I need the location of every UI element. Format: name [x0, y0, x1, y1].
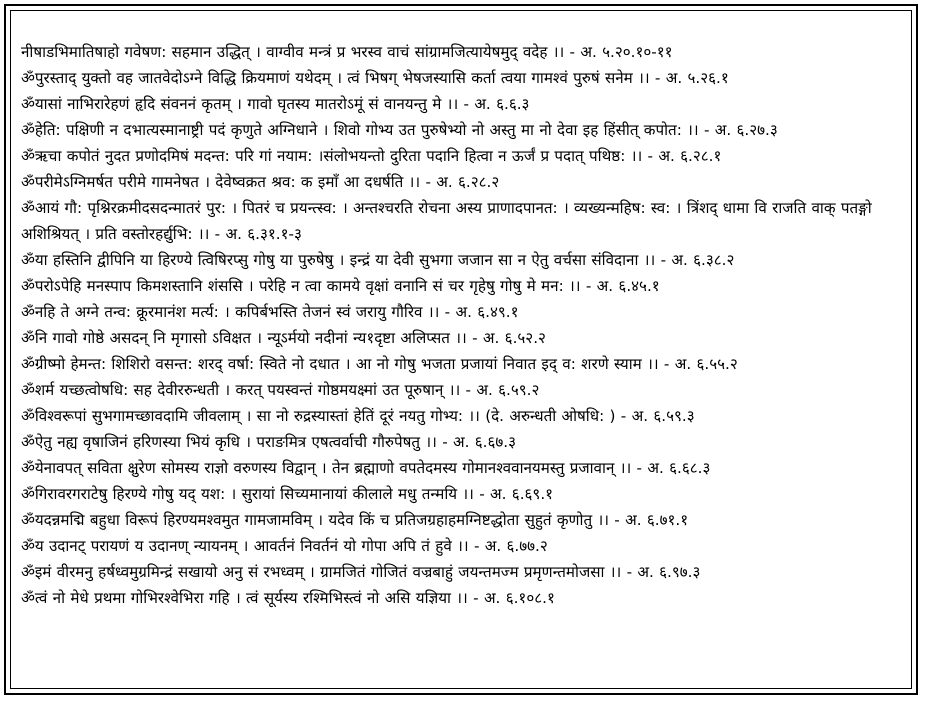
verse-line: ॐत्वं नो मेधे प्रथमा गोभिरश्वेभिरा गहि । त्वं सूर्यस्य रश्मिभिस्त्वं नो असि यज्ञिया ।। - अ. ६.१०८.१	[21, 589, 555, 607]
verse-line: ॐआयं गौ: पृश्निरक्रमीदसदन्मातरं पुर: । पितरं च प्रयन्त्स्व: । अन्तश्चरति रोचना अस्य प्राणादपानत: । व्यख्यन्महिष: स्व: । त्रिंशद् धामा वि राजति वाक् पतङ्गो अशिश्रियत् । प्रति वस्तोरहर्द्युभि: ।। - अ. ६.३१.१-३	[21, 199, 872, 243]
verse-line: ॐपरोऽपेहि मनस्पाप किमशस्तानि शंससि । परेहि न त्वा कामये वृक्षां वनानि सं चर गृहेषु गोषु मे मन: ।। - अ. ६.४५.१	[21, 277, 660, 295]
verse-line: ॐयदन्नमद्मि बहुधा विरूपं हिरण्यमश्वमुत गामजामविम् । यदेव किं च प्रतिजग्रहाहमग्निष्टद्धोता सुहुतं कृणोतु ।। - अ. ६.७१.१	[21, 511, 689, 529]
verse-line: ॐयेनावपत् सविता क्षुरेण सोमस्य राज्ञो वरुणस्य विद्वान् । तेन ब्रह्माणो वपतेदमस्य गोमानश्ववानयमस्तु प्रजावान् ।। - अ. ६.६८.३	[21, 459, 711, 477]
verse-line: ॐशर्म यच्छत्वोषधि: सह देवीररुन्धती । करत् पयस्वन्तं गोष्ठमयक्ष्मां उत पूरुषान् ।। - अ. ६.५९.२	[21, 381, 540, 399]
verse-line: ॐनहि ते अग्ने तन्व: क्रूरमानंश मर्त्य: । कपिर्बभस्ति तेजनं स्वं जरायु गौरिव ।। - अ. ६.४९.१	[21, 303, 519, 321]
verse-line: नीषाडभिमातिषाहो गवेषण: सहमान उद्धित् । वाग्वीव मन्त्रं प्र भरस्व वाचं सांग्रामजित्यायेषमुद् वदेह ।। - अ. ५.२०.१०-११	[21, 43, 673, 61]
page-inner-border	[10, 10, 912, 689]
verse-line: ॐय उदानट् परायणं य उदानण् न्यायनम् । आवर्तनं निवर्तनं यो गोपा अपि तं हुवे ।। - अ. ६.७७.२	[21, 537, 548, 555]
verse-list	[21, 39, 901, 611]
verse-line: ॐपरीमेऽग्निमर्षत परीमे गामनेषत । देवेष्वक्रत श्रव: क इमाँ आ दधर्षति ।। - अ. ६.२८.२	[21, 173, 500, 191]
verse-line: ॐऋचा कपोतं नुदत प्रणोदमिषं मदन्त: परि गां नयाम: ।संलोभयन्तो दुरिता पदानि हित्वा न ऊर्जं प्र पदात् पथिष्ठ: ।। - अ. ६.२८.१	[21, 147, 722, 165]
verse-line: ॐनि गावो गोष्ठे असदन् नि मृगासो ऽविक्षत । न्यूऽर्मयो नदीनां न्य१दृष्टा अलिप्सत ।। - अ. ६.५२.२	[21, 329, 546, 347]
verse-line: ॐपुरस्ताद् युक्तो वह जातवेदोऽग्ने विद्धि क्रियमाणं यथेदम् । त्वं भिषग् भेषजस्यासि कर्ता त्वया गामश्वं पुरुषं सनेम ।। - अ. ५.२६.१	[21, 69, 729, 87]
verse-line: ॐयासां नाभिरारेहणं हृदि संवननं कृतम् । गावो घृतस्य मातरोऽमूं सं वानयन्तु मे ।। - अ. ६.६.३	[21, 95, 530, 113]
verse-line: ॐइमं वीरमनु हर्षध्वमुग्रमिन्द्रं सखायो अनु सं रभध्वम् । ग्रामजितं गोजितं वज्रबाहुं जयन्तमज्म प्रमृणन्तमोजसा ।। - अ. ६.९७.३	[21, 563, 701, 581]
verse-line: ॐविश्वरूपां सुभगामच्छावदामि जीवलाम् । सा नो रुद्रस्यास्तां हेतिं दूरं नयतु गोभ्य: ।। (दे. अरुन्धती ओषधि: ) - अ. ६.५९.३	[21, 407, 695, 425]
verse-line: ॐग्रीष्मो हेमन्त: शिशिरो वसन्त: शरद् वर्षा: स्विते नो दधात । आ नो गोषु भजता प्रजायां निवात इद् व: शरणे स्याम ।। - अ. ६.५५.२	[21, 355, 738, 373]
page-outer-border	[4, 4, 918, 695]
verse-line: ॐहेति: पक्षिणी न दभात्यस्मानाष्ट्री पदं कृणुते अग्निधाने । शिवो गोभ्य उत पुरुषेभ्यो नो अस्तु मा नो देवा इह हिंसीत् कपोत: ।। - अ. ६.२७.३	[21, 121, 778, 139]
verse-line: ॐऐतु नह्य वृषाजिनं हरिणस्या भियं कृधि । पराङमित्र एषत्वर्वाची गौरुपेषतु ।। - अ. ६.६७.३	[21, 433, 517, 451]
verse-line: ॐगिरावरगराटेषु हिरण्ये गोषु यद् यश: । सुरायां सिच्यमानायां कीलाले मधु तन्मयि ।। - अ. ६.६९.१	[21, 485, 554, 503]
verse-line: ॐया हस्तिनि द्वीपिनि या हिरण्ये त्विषिरप्सु गोषु या पुरुषेषु । इन्द्रं या देवी सुभगा जजान सा न ऐतु वर्चसा संविदाना ।। - अ. ६.३८.२	[21, 251, 735, 269]
